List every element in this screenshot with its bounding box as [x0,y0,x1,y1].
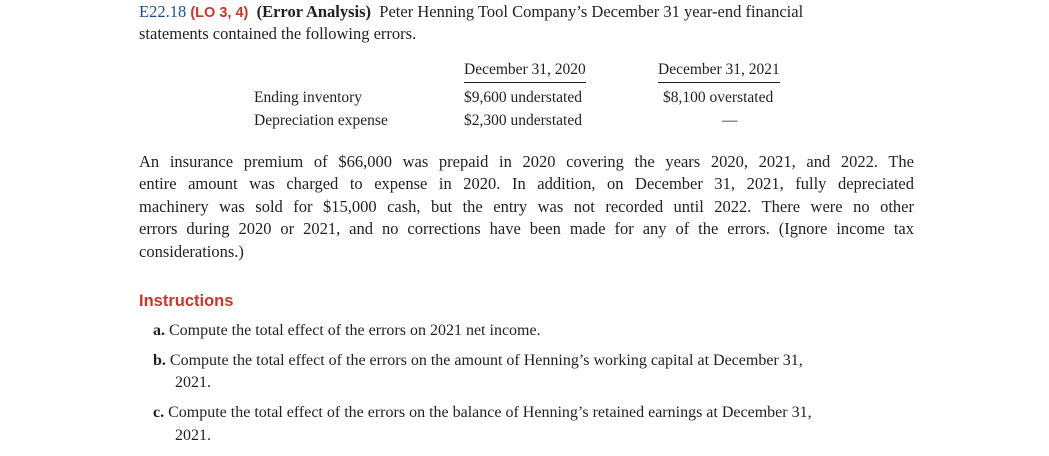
exercise-intro-line1: Peter Henning Tool Company’s December 31 year-end financial [379,2,804,21]
instruction-item-b-line2: 2021. [175,374,211,391]
instruction-item-c [153,404,812,422]
instruction-item-a [153,322,541,340]
cell-inventory-2021: $8,100 overstated [663,89,774,106]
column-header-2020: December 31, 2020 [464,61,586,79]
item-text: Compute the total effect of the errors on the balance of Henning’s retained earnings at December 31, [168,404,812,421]
item-letter: c. [153,404,165,421]
cell-depreciation-2021: — [722,112,738,129]
row-label-ending-inventory: Ending inventory [254,89,363,106]
item-text: Compute the total effect of the errors on the amount of Henning’s working capital at December 31, [169,352,803,369]
problem-paragraph [139,151,914,263]
paragraph-line: An insurance premium of $66,000 was prepaid in 2020 covering the years 2020, 2021, and 2022. The [139,152,914,171]
learning-objective: (LO 3, 4) [190,5,249,21]
paragraph-line: machinery was sold for $15,000 cash, but the entry was not recorded until 2022. There were no other [139,196,914,216]
instruction-item-b [153,352,803,370]
paragraph-line: entire amount was charged to expense in 2020. In addition, on December 31, 2021, fully depreciated [139,174,914,194]
paragraph-line: errors during 2020 or 2021, and no corrections have been made for any of the errors. (Ignore income tax [139,219,914,239]
exercise-number: E22.18 [139,2,187,21]
item-letter: b. [153,352,166,369]
instructions-title: Instructions [139,292,234,310]
item-letter: a. [153,322,165,339]
instruction-item-c-line2: 2021. [175,427,211,444]
paragraph-line: considerations.) [139,241,244,261]
cell-depreciation-2020: $2,300 understated [464,112,582,129]
exercise-intro-line2: statements contained the following errors. [139,24,417,43]
column-header-2021: December 31, 2021 [658,61,780,79]
cell-inventory-2020: $9,600 understated [464,89,582,106]
exercise-type: (Error Analysis) [256,2,372,21]
exercise-heading [139,2,803,22]
item-text: Compute the total effect of the errors on 2021 net income. [169,322,541,339]
row-label-depreciation-expense: Depreciation expense [254,112,388,129]
